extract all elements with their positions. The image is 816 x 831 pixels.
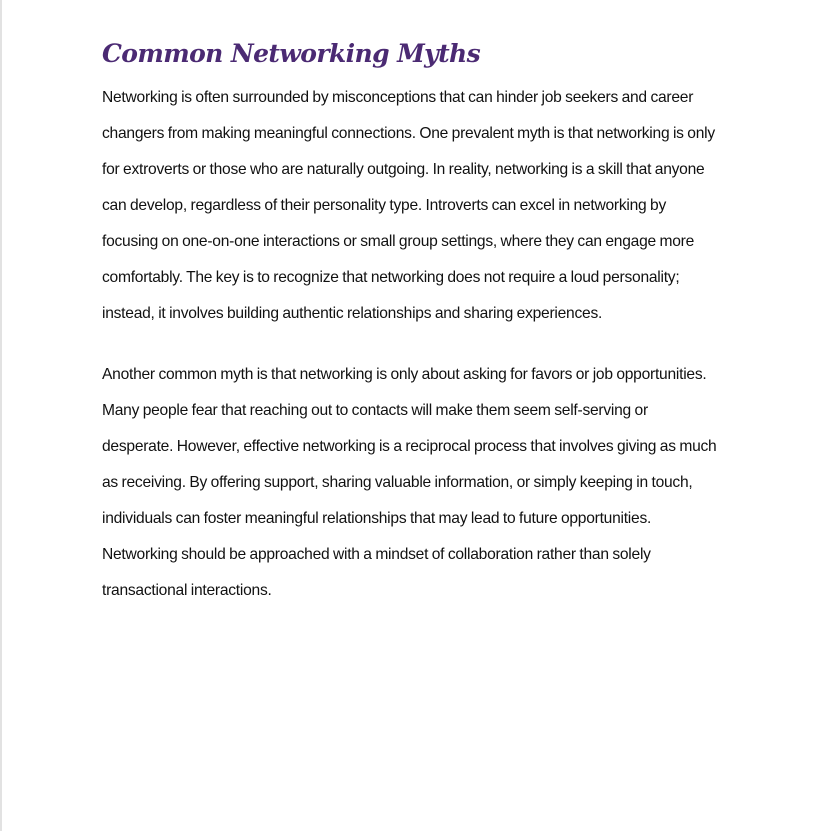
page-left-edge	[0, 0, 2, 831]
section-heading: Common Networking Myths	[102, 39, 481, 68]
paragraph-2: Another common myth is that networking is only about asking for favors or job opportunities. Many people fear that reaching out to contacts will make them seem self-serving or desperate. However, effective networking is a reciprocal process that involves giving as much as receiving. By offering support, sharing valuable information, or simply keeping in touch, individuals can foster meaningful relationships that may lead to future opportunities. Networking should be approached with a mindset of collaboration rather than solely transactional interactions.	[102, 366, 717, 599]
paragraph-1: Networking is often surrounded by misconceptions that can hinder job seekers and career changers from making meaningful connections. One prevalent myth is that networking is only for extroverts or those who are naturally outgoing. In reality, networking is a skill that anyone can develop, regardless of their personality type. Introverts can excel in networking by focusing on one-on-one interactions or small group settings, where they can engage more comfortably. The key is to recognize that networking does not require a loud personality; instead, it involves building authentic relationships and sharing experiences.	[102, 89, 715, 322]
document-body	[102, 34, 722, 609]
